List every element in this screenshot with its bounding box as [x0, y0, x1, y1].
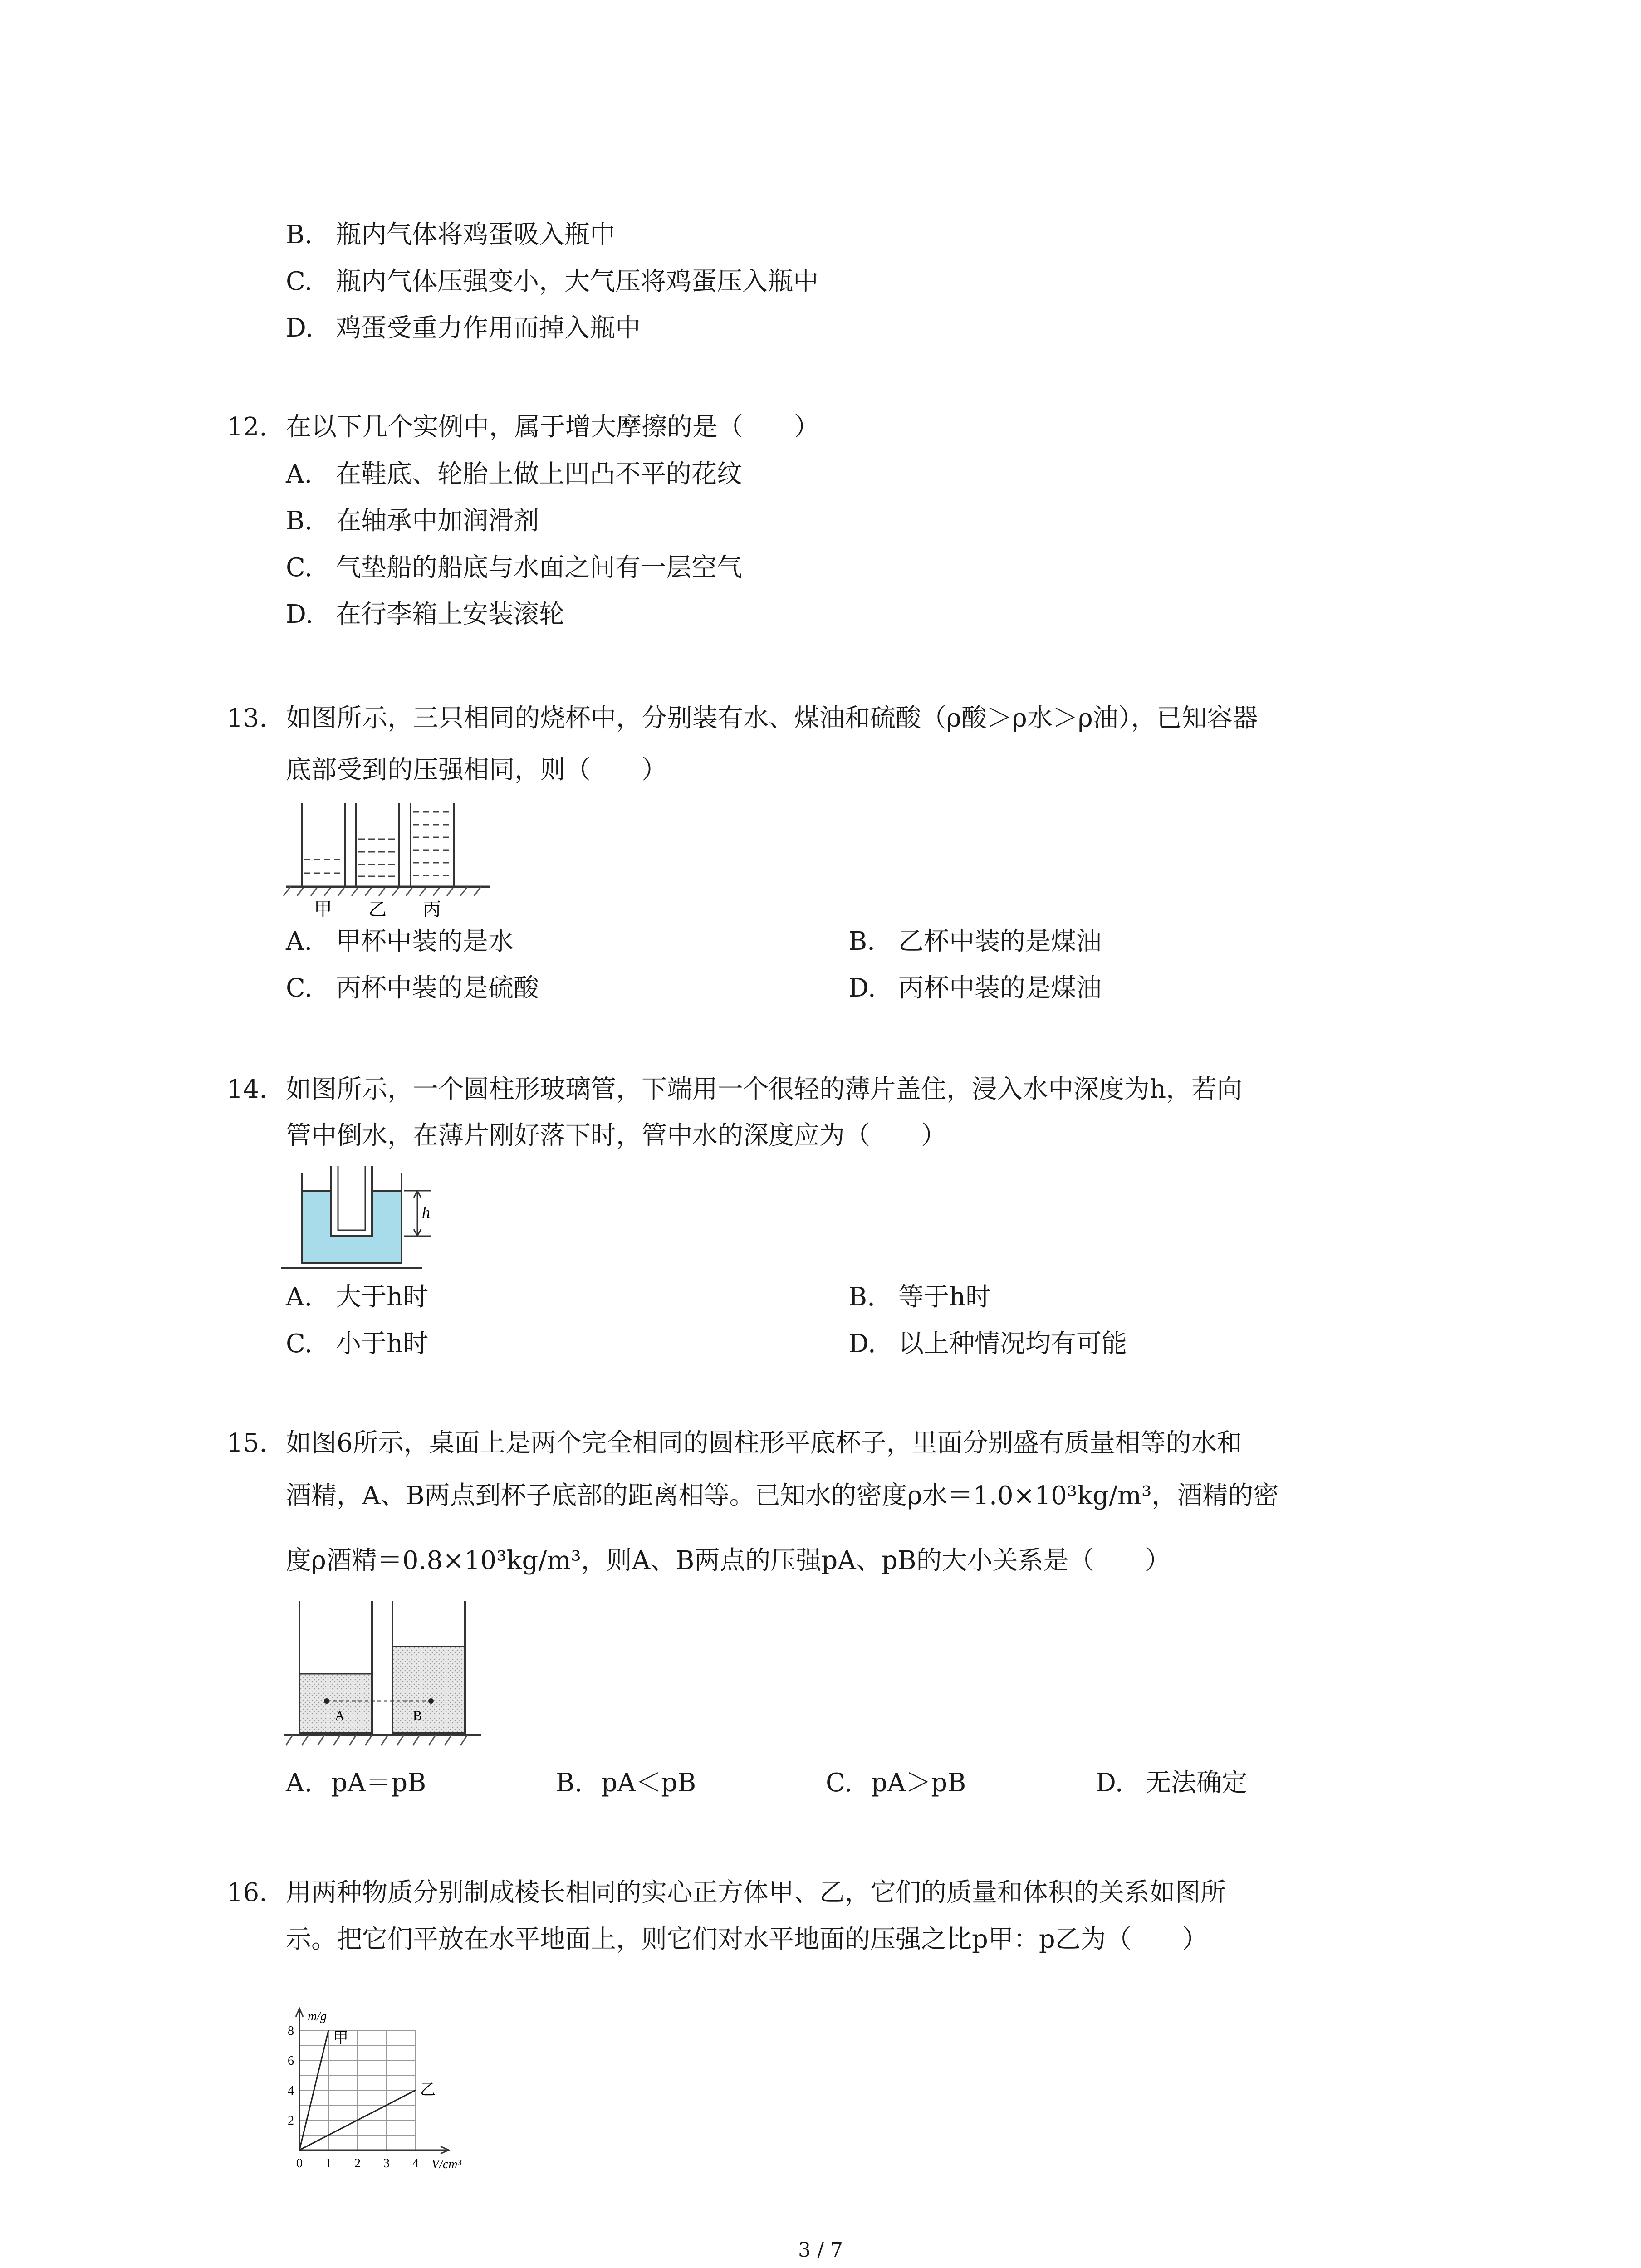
- q15-option-a: A. pA＝pB: [286, 1768, 426, 1798]
- q15-option-c: C. pA＞pB: [826, 1768, 966, 1798]
- x-tick-label: 0: [296, 2156, 303, 2170]
- x-tick-label: 4: [412, 2156, 419, 2170]
- q16-mass-volume-chart: [272, 1969, 508, 2177]
- q14-option-d: D. 以上种情况均有可能: [848, 1329, 1127, 1359]
- q13-label-yi: 乙: [368, 899, 387, 920]
- q15-stem-line2: 酒精，A、B两点到杯子底部的距离相等。已知水的密度ρ水＝1.0×10³kg/m³，酒精的密: [286, 1481, 1279, 1510]
- y-axis-label: m/g: [308, 2009, 327, 2024]
- q12-option-b: B. 在轴承中加润滑剂: [286, 506, 539, 536]
- q14-option-b: B. 等于h时: [848, 1282, 991, 1312]
- q12-option-a: A. 在鞋底、轮胎上做上凹凸不平的花纹: [286, 459, 742, 489]
- chart-grid: [299, 2030, 416, 2150]
- q11-option-d: D. 鸡蛋受重力作用而掉入瓶中: [286, 313, 641, 343]
- q15-label-a: A: [335, 1708, 345, 1723]
- q15-label-b: B: [413, 1708, 422, 1723]
- q15-option-d: D. 无法确定: [1096, 1768, 1247, 1798]
- q14-stem-line2: 管中倒水，在薄片刚好落下时，管中水的深度应为（ ）: [286, 1121, 946, 1150]
- q15-stem-line3: 度ρ酒精＝0.8×10³kg/m³，则A、B两点的压强pA、pB的大小关系是（ ）: [286, 1546, 1171, 1575]
- q13-label-jia: 甲: [314, 899, 332, 920]
- q16-stem-line2: 示。把它们平放在水平地面上，则它们对水平地面的压强之比p甲：p乙为（ ）: [286, 1925, 1208, 1954]
- q12-option-d: D. 在行李箱上安装滚轮: [286, 600, 564, 629]
- q13-option-b: B. 乙杯中装的是煤油: [848, 927, 1102, 956]
- q15-cups-figure: [281, 1601, 499, 1751]
- x-tick-label: 2: [354, 2156, 361, 2170]
- x-axis-label: V/cm³: [431, 2157, 461, 2171]
- q14-tube-figure: [281, 1161, 449, 1279]
- x-tick-label: 1: [325, 2156, 332, 2170]
- q14-option-a: A. 大于h时: [286, 1282, 429, 1312]
- y-tick-label: 4: [288, 2084, 294, 2098]
- page-number: 3 / 7: [798, 2239, 843, 2262]
- q12-stem: 12. 在以下几个实例中，属于增大摩擦的是（ ）: [227, 412, 819, 442]
- q14-stem-line1: 14. 如图所示，一个圆柱形玻璃管，下端用一个很轻的薄片盖住，浸入水中深度为h，若向: [227, 1075, 1243, 1104]
- q13-option-d: D. 丙杯中装的是煤油: [848, 973, 1102, 1003]
- q13-option-c: C. 丙杯中装的是硫酸: [286, 973, 539, 1003]
- y-tick-label: 8: [288, 2024, 294, 2038]
- q14-option-c: C. 小于h时: [286, 1329, 429, 1359]
- q14-label-h: h: [422, 1203, 430, 1222]
- q13-option-a: A. 甲杯中装的是水: [286, 927, 514, 956]
- q12-option-c: C. 气垫船的船底与水面之间有一层空气: [286, 553, 742, 582]
- x-tick-label: 3: [383, 2156, 390, 2170]
- q15-stem-line1: 15. 如图6所示，桌面上是两个完全相同的圆柱形平底杯子，里面分别盛有质量相等的水和: [227, 1428, 1242, 1458]
- series-label-1: 乙: [420, 2081, 436, 2099]
- q11-option-b: B. 瓶内气体将鸡蛋吸入瓶中: [286, 220, 615, 249]
- q13-label-bing: 丙: [423, 899, 441, 920]
- q13-stem-line1: 13. 如图所示，三只相同的烧杯中，分别装有水、煤油和硫酸（ρ酸＞ρ水＞ρ油），已知容器: [227, 704, 1258, 733]
- q13-beakers-figure: [281, 798, 495, 921]
- y-tick-label: 6: [288, 2054, 294, 2068]
- series-label-0: 甲: [333, 2029, 348, 2047]
- q11-option-c: C. 瓶内气体压强变小，大气压将鸡蛋压入瓶中: [286, 267, 818, 296]
- q15-option-b: B. pA＜pB: [556, 1768, 696, 1798]
- y-tick-label: 2: [288, 2114, 294, 2128]
- q16-stem-line1: 16. 用两种物质分别制成棱长相同的实心正方体甲、乙，它们的质量和体积的关系如图所: [227, 1878, 1226, 1907]
- q13-stem-line2: 底部受到的压强相同，则（ ）: [286, 755, 667, 785]
